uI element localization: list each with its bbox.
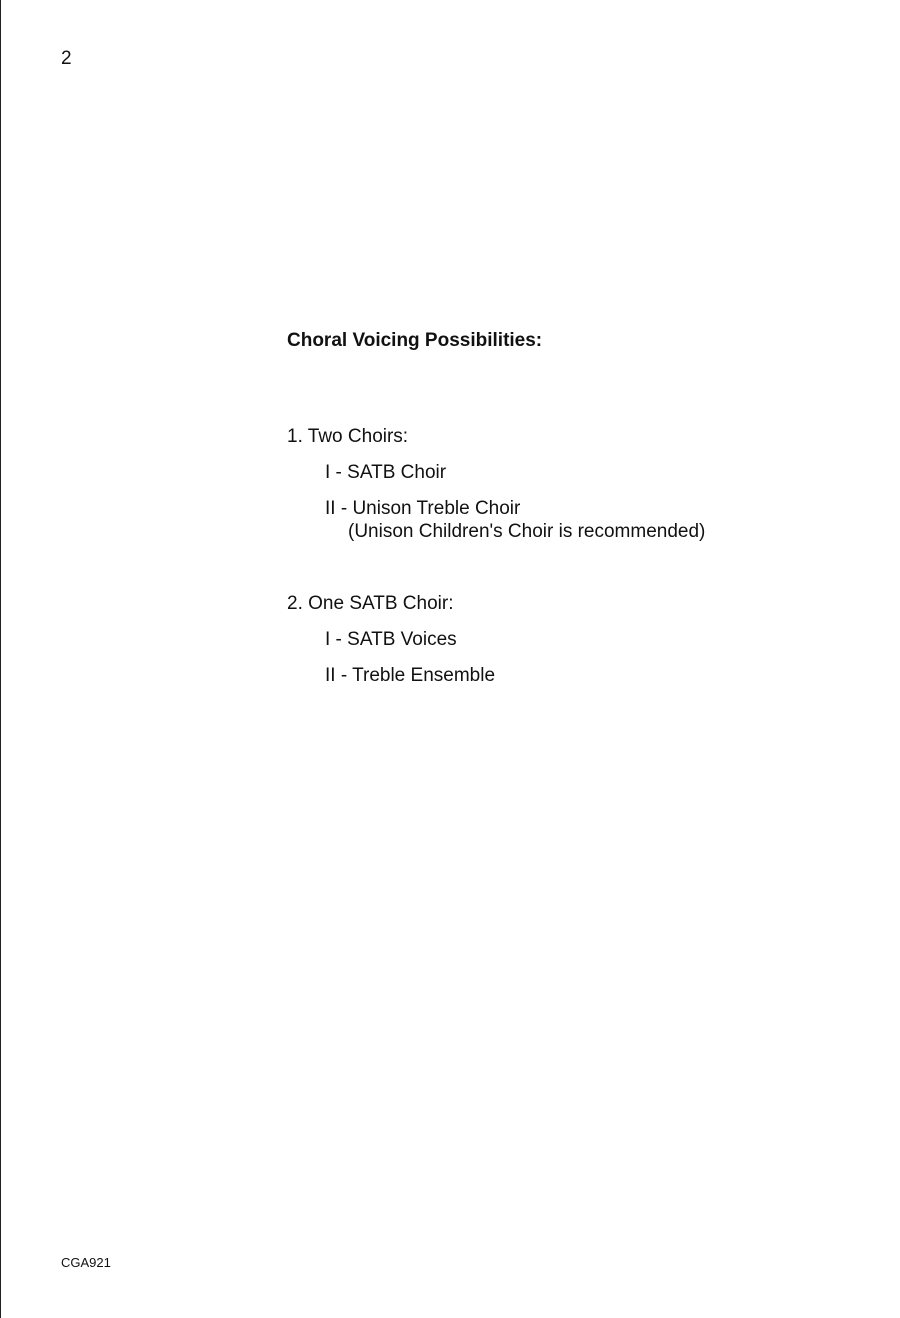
section-title: 1. Two Choirs: — [287, 426, 409, 447]
option-note: (Unison Children's Choir is recommended) — [348, 521, 706, 542]
option-satb-choir: I - SATB Choir — [325, 462, 447, 483]
option-treble-ensemble: II - Treble Ensemble — [325, 665, 496, 686]
option-unison-treble-choir: II - Unison Treble Choir — [325, 498, 521, 519]
catalog-code: CGA921 — [61, 1255, 111, 1270]
page-edge-line — [0, 0, 1, 1318]
voicing-option-two-choirs — [287, 426, 705, 543]
page-number: 2 — [61, 48, 72, 69]
section-title: 2. One SATB Choir: — [287, 593, 454, 614]
voicing-option-one-satb-choir — [287, 593, 495, 687]
option-satb-voices: I - SATB Voices — [325, 629, 457, 650]
page-heading: Choral Voicing Possibilities: — [287, 330, 543, 351]
